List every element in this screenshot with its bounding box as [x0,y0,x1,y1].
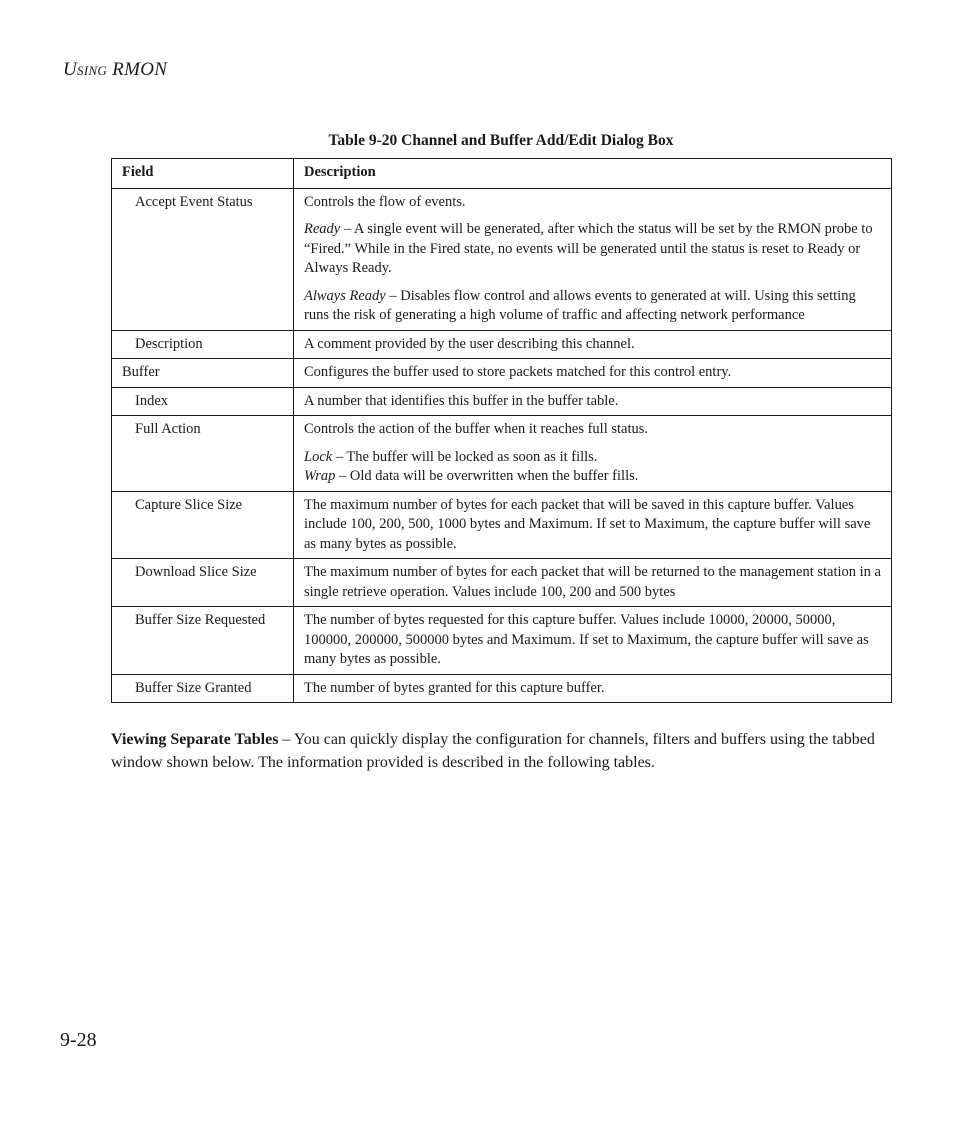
column-header-field: Field [112,159,294,189]
field-cell: Description [112,330,294,359]
body-paragraph-text: – You can quickly display the configuration for channels, filters and buffers using the tabbed window shown below. The information provided is described in the following tables. [111,731,875,771]
field-description-table [111,158,892,703]
running-head-rest: RMON [107,59,168,80]
description-paragraph [304,287,881,326]
description-paragraph [304,448,881,468]
description-paragraph [304,392,881,412]
table-row [112,188,892,330]
description-paragraph [304,420,881,440]
description-text: The maximum number of bytes for each packet that will be saved in this capture buffer. Values include 100, 200, 500, 1000 bytes and Maximum. If set to Maximum, the capture buffer will save as many bytes as possible. [304,496,871,552]
description-cell [294,387,892,416]
field-cell: Buffer Size Granted [112,674,294,703]
description-paragraph [304,563,881,602]
field-cell: Buffer [112,359,294,388]
table-row [112,674,892,703]
body-paragraph [111,728,892,774]
description-paragraph [304,335,881,355]
field-cell: Download Slice Size [112,559,294,607]
description-text: – Old data will be overwritten when the buffer fills. [335,468,639,484]
table-row [112,491,892,559]
table-row [112,330,892,359]
running-head-smallcaps: SING [77,63,108,78]
table-row [112,607,892,675]
description-paragraph [304,193,881,213]
description-text: Controls the flow of events. [304,193,466,210]
description-cell [294,330,892,359]
field-cell: Capture Slice Size [112,491,294,559]
description-text: The number of bytes requested for this capture buffer. Values include 10000, 20000, 50000, 100000, 200000, 500000 bytes and Maximum. If set to Maximum, the capture buffer will save as many bytes as possible. [304,612,869,667]
description-cell [294,674,892,703]
table-caption: Table 9-20 Channel and Buffer Add/Edit Dialog Box [328,132,674,149]
table-row [112,387,892,416]
description-text: A comment provided by the user describing this channel. [304,335,635,352]
table-body [112,188,892,703]
description-text: The maximum number of bytes for each packet that will be returned to the management station in a single retrieve operation. Values include 100, 200 and 500 bytes [304,564,881,600]
field-cell: Accept Event Status [112,188,294,330]
table-header-row [112,159,892,189]
description-text: The number of bytes granted for this capture buffer. [304,679,605,696]
running-head [63,59,167,81]
description-cell [294,188,892,330]
description-cell [294,607,892,675]
description-cell [294,359,892,388]
option-term: Always Ready [304,287,386,304]
description-paragraph [304,363,881,383]
running-head-initial: U [63,59,78,80]
table-row [112,416,892,492]
description-text: – The buffer will be locked as soon as it fills. [332,448,598,465]
table-row [112,359,892,388]
column-header-description: Description [294,159,892,189]
table-row [112,559,892,607]
description-text: Configures the buffer used to store packets matched for this control entry. [304,364,732,380]
option-term: Wrap [304,468,336,484]
description-cell [294,559,892,607]
description-cell [294,491,892,559]
body-paragraph-lead: Viewing Separate Tables [111,731,279,748]
description-cell [294,416,892,492]
description-text: A number that identifies this buffer in the buffer table. [304,392,619,409]
option-term: Lock [304,448,333,465]
description-paragraph [304,220,881,279]
field-cell: Full Action [112,416,294,492]
description-paragraph [304,611,881,670]
description-text: – A single event will be generated, after which the status will be set by the RMON probe to “Fired.” While in the Fired state, no events will be generated until the status is reset to Ready or Always Ready. [304,221,873,276]
field-cell: Buffer Size Requested [112,607,294,675]
description-paragraph [304,467,881,487]
description-text: Controls the action of the buffer when it reaches full status. [304,421,649,437]
field-cell: Index [112,387,294,416]
description-text: – Disables flow control and allows events to generated at will. Using this setting runs the risk of generating a high volume of traffic and affecting network performance [304,287,856,323]
description-paragraph [304,679,881,699]
page-number: 9-28 [60,1029,97,1051]
option-term: Ready [304,221,341,237]
description-paragraph [304,496,881,555]
